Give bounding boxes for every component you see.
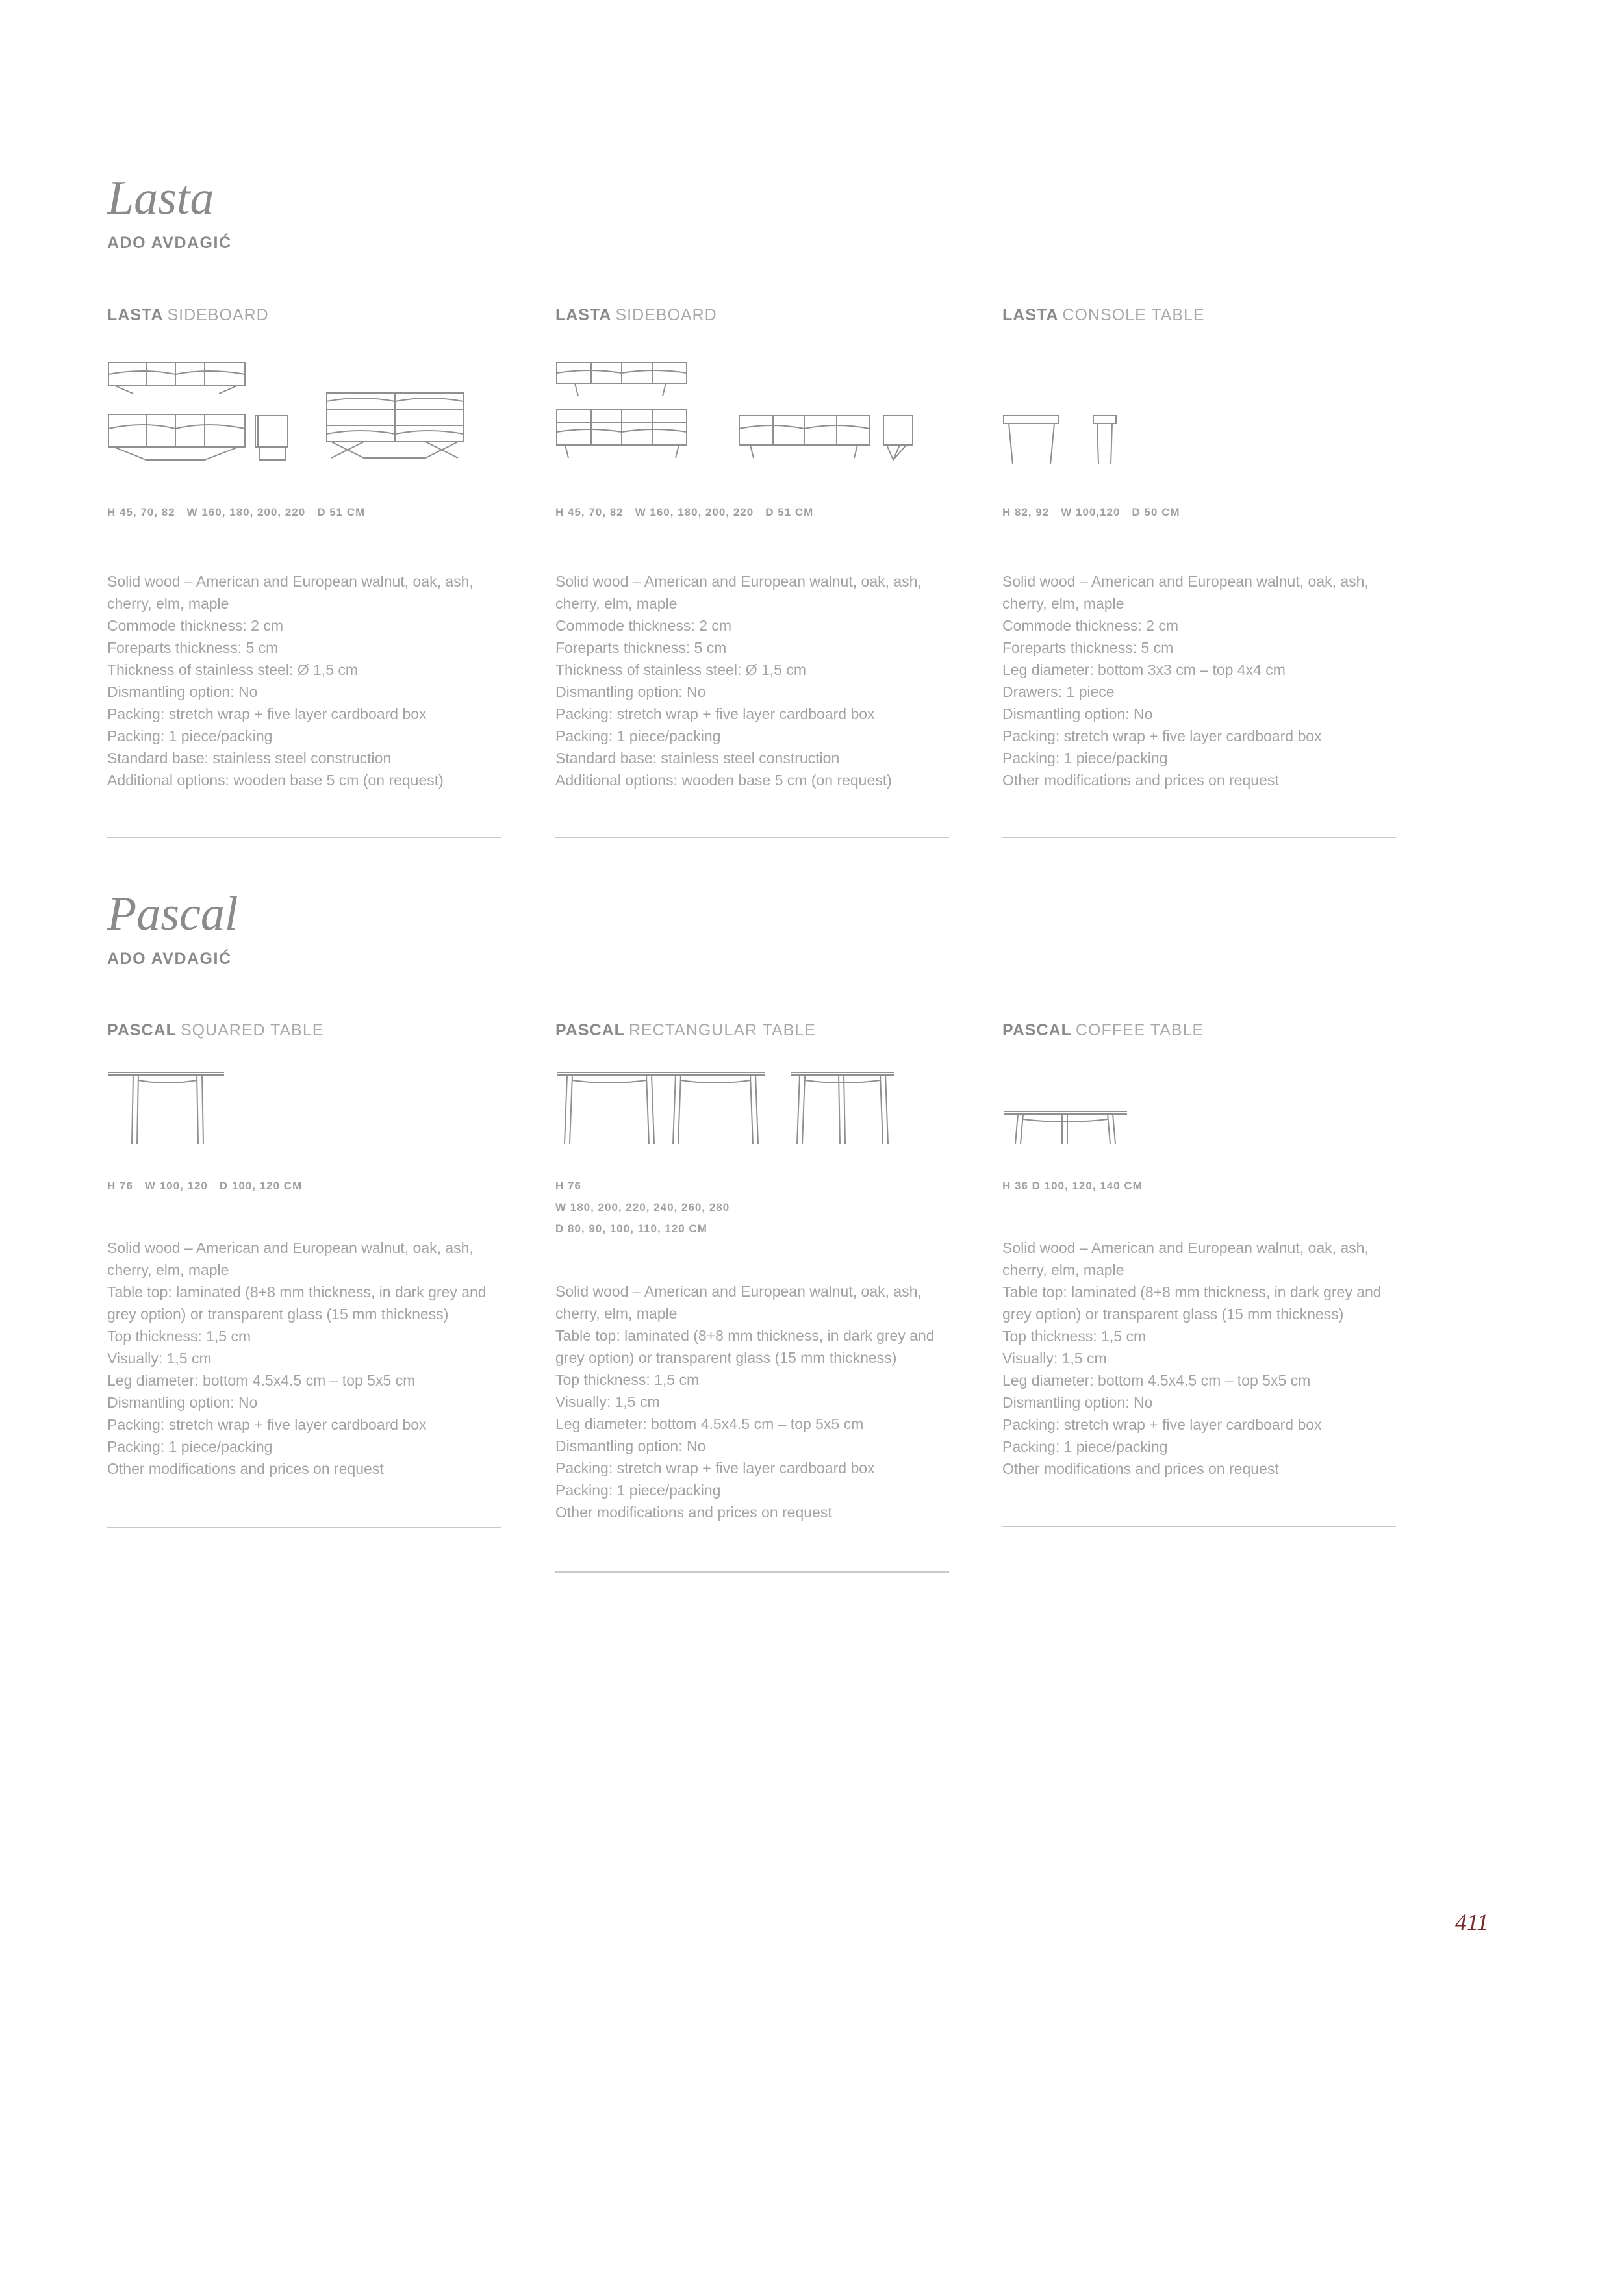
specifications: Solid wood – American and European walnut, oak, ash, cherry, elm, maple Table top: laminated (8+8 mm thickness, in dark grey and grey option) or transparent glass (15 mm thickness) Top thickness: 1,5 cm Visually: 1,5 cm Leg diameter: bottom 4.5x4.5 cm – top 5x5 cm Dismantling option: No Packing: stretch wrap + five layer cardboard box Packing: 1 piece/packing Other modifications and prices on request	[555, 1283, 935, 1521]
designer-pascal: ADO AVDAGIĆ	[107, 950, 232, 968]
specifications: Solid wood – American and European walnut, oak, ash, cherry, elm, maple Table top: laminated (8+8 mm thickness, in dark grey and grey option) or transparent glass (15 mm thickness) Top thickness: 1,5 cm Visually: 1,5 cm Leg diameter: bottom 4.5x4.5 cm – top 5x5 cm Dismantling option: No Packing: stretch wrap + five layer cardboard box Packing: 1 piece/packing Other modifications and prices on request	[107, 1239, 487, 1477]
specifications: Solid wood – American and European walnut, oak, ash, cherry, elm, maple Commode thickness: 2 cm Foreparts thickness: 5 cm Thickness of stainless steel: Ø 1,5 cm Dismantling option: No Packing: stretch wrap + five layer cardboard box Packing: 1 piece/packing Standard base: stainless steel construction Additional options: wooden base 5 cm (on request)	[107, 573, 474, 789]
specifications: Solid wood – American and European walnut, oak, ash, cherry, elm, maple Commode thickness: 2 cm Foreparts thickness: 5 cm Thickness of stainless steel: Ø 1,5 cm Dismantling option: No Packing: stretch wrap + five layer cardboard box Packing: 1 piece/packing Standard base: stainless steel construction Additional options: wooden base 5 cm (on request)	[555, 573, 922, 789]
coffee-table-drawing	[1002, 1059, 1392, 1150]
divider	[107, 1527, 501, 1528]
divider	[1002, 837, 1396, 838]
divider	[1002, 1526, 1396, 1527]
family-title-lasta: Lasta	[107, 171, 214, 225]
specifications: Solid wood – American and European walnut, oak, ash, cherry, elm, maple Table top: laminated (8+8 mm thickness, in dark grey and grey option) or transparent glass (15 mm thickness) Top thickness: 1,5 cm Visually: 1,5 cm Leg diameter: bottom 4.5x4.5 cm – top 5x5 cm Dismantling option: No Packing: stretch wrap + five layer cardboard box Packing: 1 piece/packing Other modifications and prices on request	[1002, 1239, 1382, 1477]
dimensions: H 82, 92 W 100,120 D 50 CM	[1002, 506, 1180, 518]
product-title: PASCAL COFFEE TABLE	[1002, 1021, 1204, 1039]
product-title: PASCAL SQUARED TABLE	[107, 1021, 324, 1039]
product-pascal-coffee-table	[1002, 1020, 1396, 1477]
product-lasta-sideboard-2	[555, 305, 949, 789]
divider	[107, 837, 501, 838]
rectangular-table-drawing	[555, 1059, 945, 1150]
dimensions: H 45, 70, 82 W 160, 180, 200, 220 D 51 CM	[555, 506, 814, 518]
page-number: 411	[1455, 1909, 1489, 1935]
sideboard-drawing	[555, 351, 945, 481]
specifications: Solid wood – American and European walnut, oak, ash, cherry, elm, maple Commode thickness: 2 cm Foreparts thickness: 5 cm Leg diameter: bottom 3x3 cm – top 4x4 cm Drawers: 1 piece Dismantling option: No Packing: stretch wrap + five layer cardboard box Packing: 1 piece/packing Other modifications and prices on request	[1002, 573, 1369, 789]
product-lasta-console-table	[1002, 305, 1396, 789]
product-lasta-sideboard-1	[107, 305, 501, 789]
divider	[555, 837, 949, 838]
squared-table-drawing	[107, 1059, 497, 1150]
family-title-pascal: Pascal	[107, 887, 238, 941]
product-pascal-rectangular-table	[555, 1020, 949, 1521]
product-pascal-squared-table	[107, 1020, 501, 1477]
product-title: LASTA CONSOLE TABLE	[1002, 306, 1205, 324]
product-title: LASTA SIDEBOARD	[555, 306, 717, 324]
console-table-drawing	[1002, 351, 1392, 481]
sideboard-drawing	[107, 351, 497, 481]
divider	[555, 1571, 949, 1573]
dimensions: H 76 W 180, 200, 220, 240, 260, 280 D 80, 90, 100, 110, 120 CM	[555, 1180, 730, 1235]
product-title: LASTA SIDEBOARD	[107, 306, 269, 324]
dimensions: H 76 W 100, 120 D 100, 120 CM	[107, 1180, 303, 1192]
dimensions: H 45, 70, 82 W 160, 180, 200, 220 D 51 CM	[107, 506, 366, 518]
designer-lasta: ADO AVDAGIĆ	[107, 234, 232, 252]
product-title: PASCAL RECTANGULAR TABLE	[555, 1021, 816, 1039]
dimensions: H 36 D 100, 120, 140 CM	[1002, 1180, 1143, 1192]
